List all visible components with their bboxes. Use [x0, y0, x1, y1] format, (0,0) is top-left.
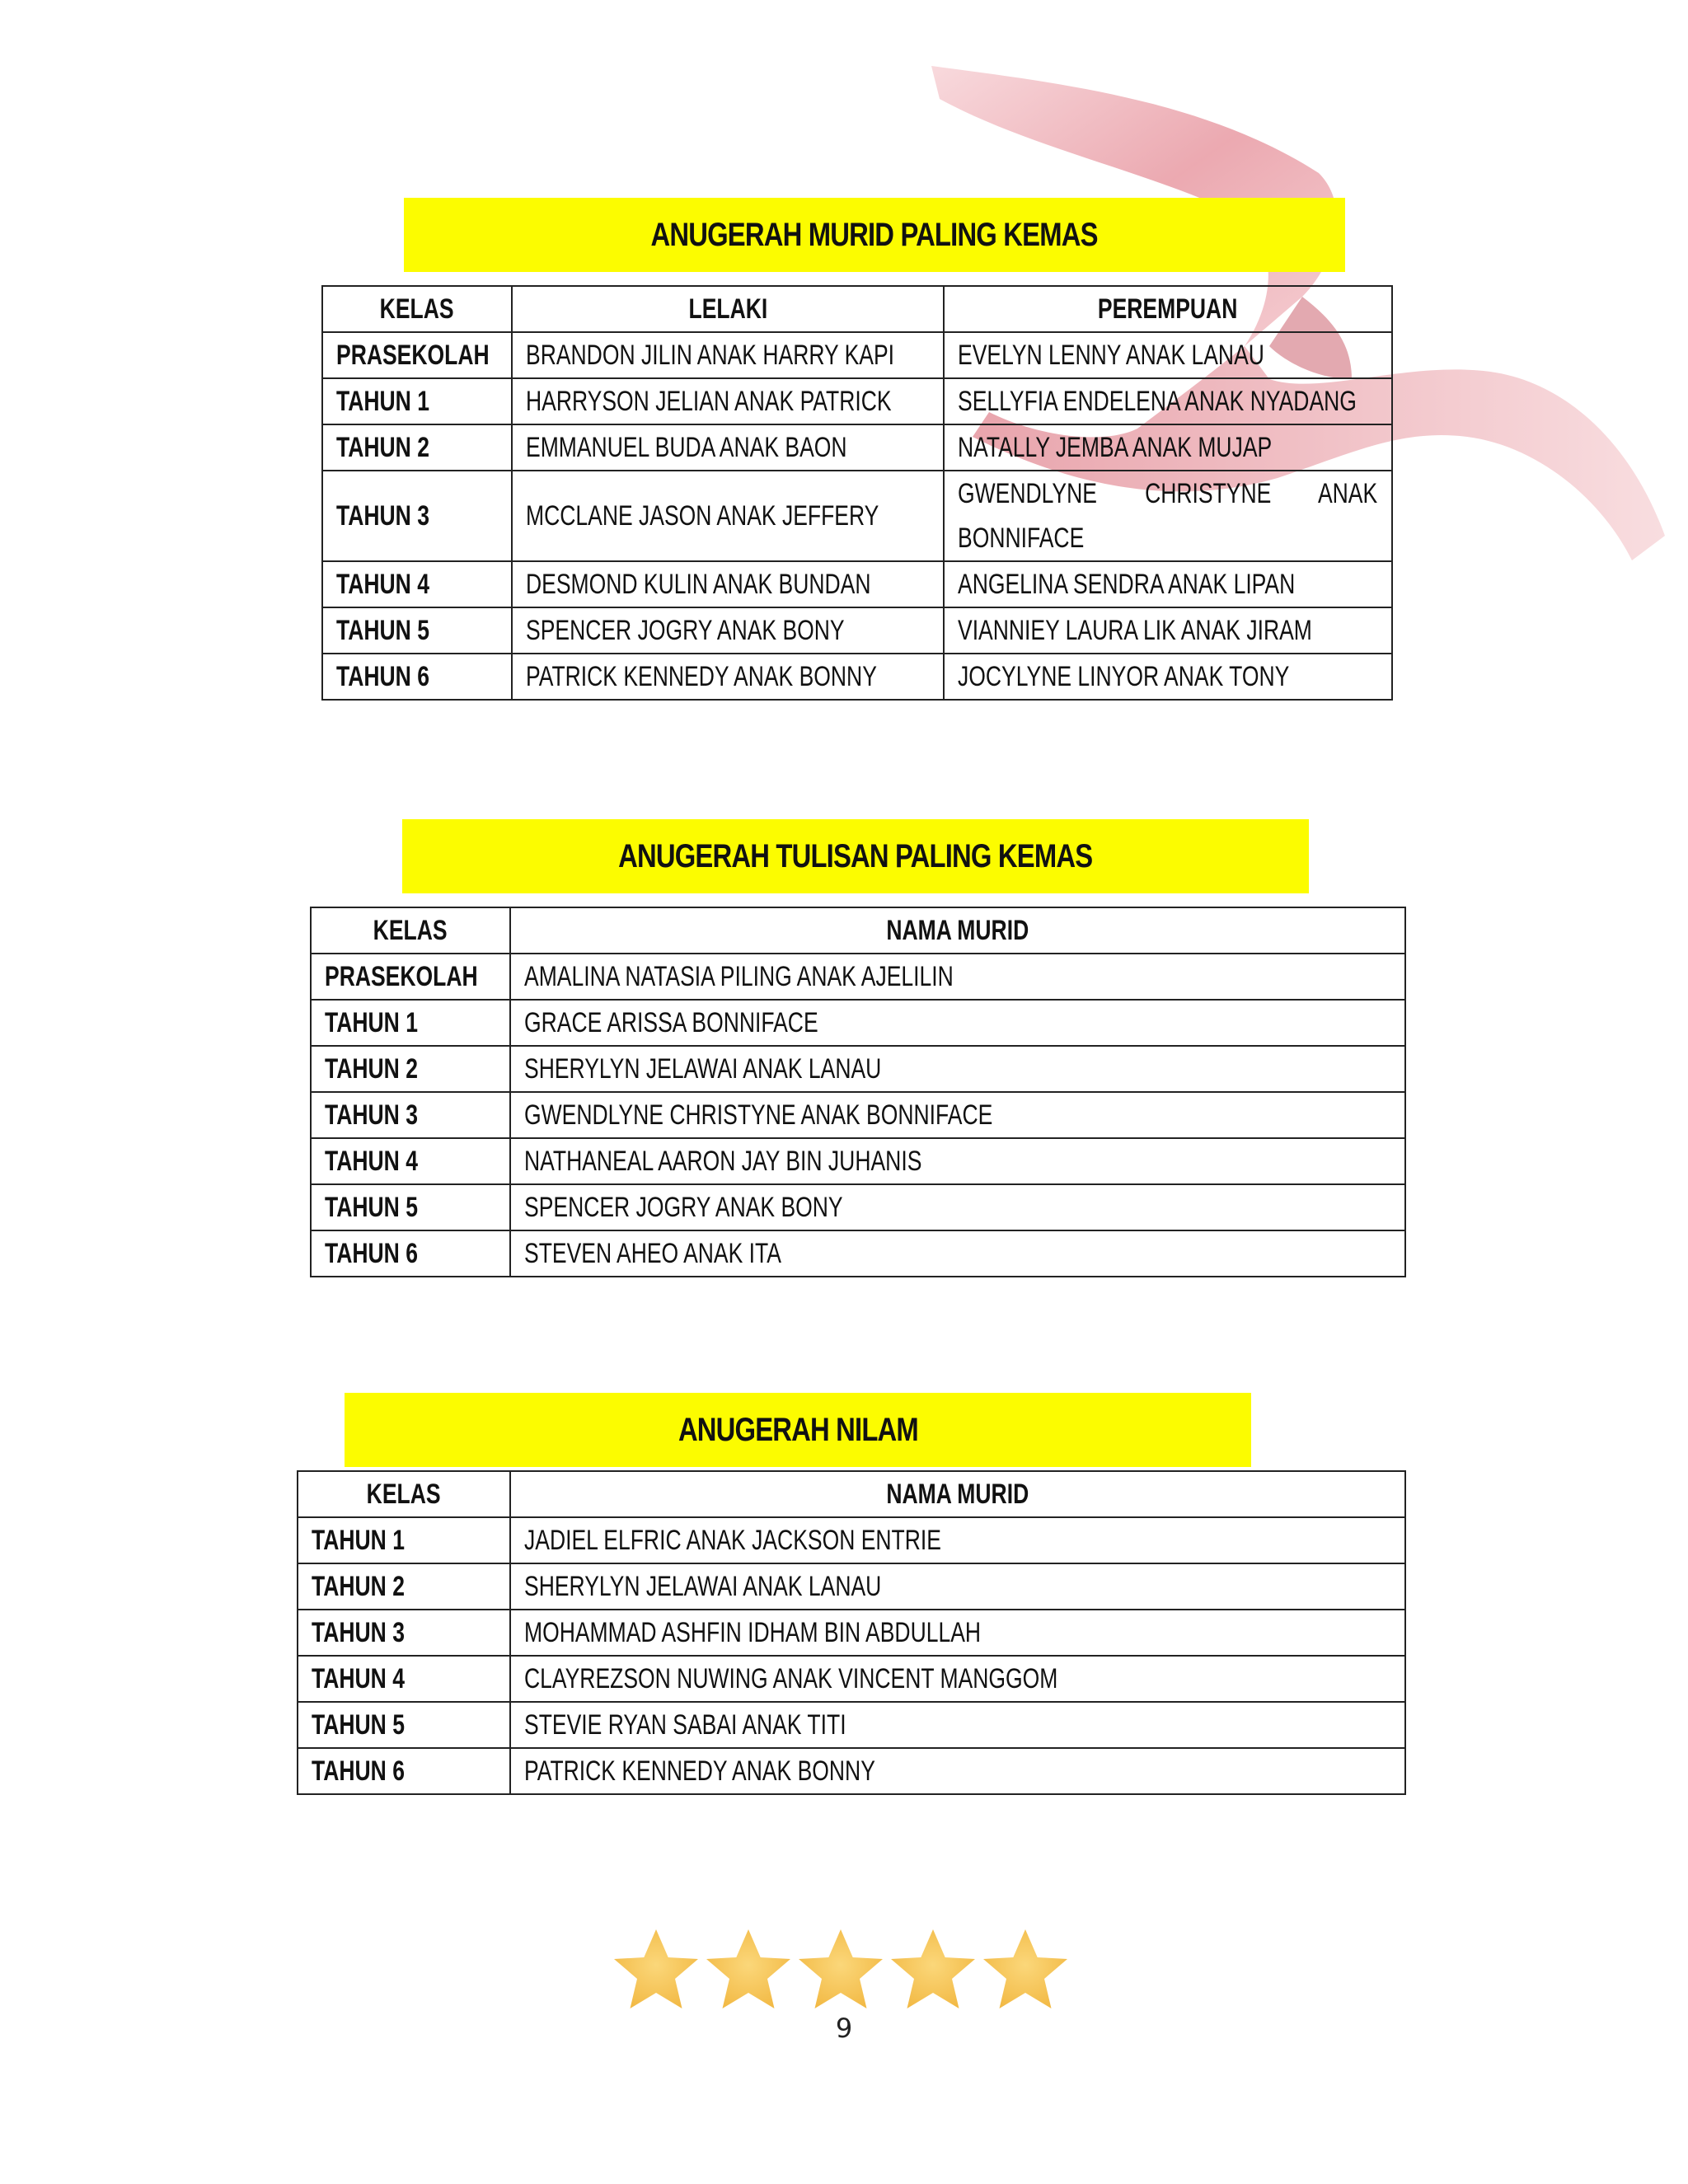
student-name-cell: SHERYLYN JELAWAI ANAK LANAU [510, 1046, 1405, 1092]
award-table-murid-kemas [321, 285, 1393, 701]
table-row [322, 654, 1392, 700]
class-cell: TAHUN 2 [298, 1563, 510, 1610]
star-icon [799, 1929, 883, 2008]
student-name-cell: SELLYFIA ENDELENA ANAK NYADANG [944, 378, 1392, 424]
class-cell: TAHUN 5 [311, 1184, 510, 1230]
star-icon [706, 1929, 790, 2008]
table-row [298, 1610, 1405, 1656]
class-cell: TAHUN 1 [298, 1517, 510, 1563]
table-row [311, 1092, 1405, 1138]
table-row [298, 1656, 1405, 1702]
column-header: NAMA MURID [510, 1471, 1405, 1517]
student-name-cell: SPENCER JOGRY ANAK BONY [510, 1184, 1405, 1230]
student-name-cell: CLAYREZSON NUWING ANAK VINCENT MANGGOM [510, 1656, 1405, 1702]
student-name-cell: HARRYSON JELIAN ANAK PATRICK [512, 378, 944, 424]
student-name-cell: VIANNIEY LAURA LIK ANAK JIRAM [944, 607, 1392, 654]
student-name-cell: PATRICK KENNEDY ANAK BONNY [512, 654, 944, 700]
student-name-cell: AMALINA NATASIA PILING ANAK AJELILIN [510, 954, 1405, 1000]
student-name-cell: EVELYN LENNY ANAK LANAU [944, 332, 1392, 378]
section-title: ANUGERAH MURID PALING KEMAS [650, 216, 1099, 253]
student-name-cell: SHERYLYN JELAWAI ANAK LANAU [510, 1563, 1405, 1610]
student-name-cell: EMMANUEL BUDA ANAK BAON [512, 424, 944, 471]
table-row [298, 1517, 1405, 1563]
column-header: KELAS [298, 1471, 510, 1517]
table-row [322, 424, 1392, 471]
column-header: LELAKI [512, 286, 944, 332]
award-table-nilam [297, 1470, 1406, 1795]
stars-decoration [610, 1924, 1071, 2015]
table-row [322, 471, 1392, 561]
class-cell: TAHUN 1 [311, 1000, 510, 1046]
star-icon [891, 1929, 975, 2008]
class-cell: TAHUN 5 [298, 1702, 510, 1748]
student-name-cell: DESMOND KULIN ANAK BUNDAN [512, 561, 944, 607]
table-row [311, 1138, 1405, 1184]
class-cell: TAHUN 4 [322, 561, 512, 607]
student-name-cell: BRANDON JILIN ANAK HARRY KAPI [512, 332, 944, 378]
column-header: KELAS [311, 907, 510, 954]
class-cell: PRASEKOLAH [322, 332, 512, 378]
class-cell: TAHUN 6 [311, 1230, 510, 1277]
class-cell: TAHUN 3 [311, 1092, 510, 1138]
class-cell: TAHUN 3 [298, 1610, 510, 1656]
student-name-cell: SPENCER JOGRY ANAK BONY [512, 607, 944, 654]
student-name-cell: NATALLY JEMBA ANAK MUJAP [944, 424, 1392, 471]
student-name-cell: GRACE ARISSA BONNIFACE [510, 1000, 1405, 1046]
class-cell: TAHUN 2 [311, 1046, 510, 1092]
page-number: 9 [835, 2013, 853, 2044]
student-name-cell: GWENDLYNE CHRISTYNE ANAK BONNIFACE [510, 1092, 1405, 1138]
student-name-cell: STEVIE RYAN SABAI ANAK TITI [510, 1702, 1405, 1748]
table-row [322, 332, 1392, 378]
table-row [311, 954, 1405, 1000]
student-name-cell: STEVEN AHEO ANAK ITA [510, 1230, 1405, 1277]
table-row [322, 378, 1392, 424]
class-cell: PRASEKOLAH [311, 954, 510, 1000]
column-header: KELAS [322, 286, 512, 332]
class-cell: TAHUN 5 [322, 607, 512, 654]
table-header-row [322, 286, 1392, 332]
class-cell: TAHUN 4 [298, 1656, 510, 1702]
column-header: NAMA MURID [510, 907, 1405, 954]
table-row [311, 1046, 1405, 1092]
class-cell: TAHUN 6 [298, 1748, 510, 1794]
star-icon [983, 1929, 1067, 2008]
table-row [311, 1184, 1405, 1230]
award-table-tulisan-kemas [310, 907, 1406, 1277]
star-icon [614, 1929, 698, 2008]
section-title-banner [404, 198, 1345, 272]
student-name-cell: ANGELINA SENDRA ANAK LIPAN [944, 561, 1392, 607]
student-name-cell: GWENDLYNE CHRISTYNE ANAK BONNIFACE [944, 471, 1392, 561]
class-cell: TAHUN 1 [322, 378, 512, 424]
student-name-cell: NATHANEAL AARON JAY BIN JUHANIS [510, 1138, 1405, 1184]
table-row [322, 561, 1392, 607]
section-title-banner [402, 819, 1309, 893]
student-name-cell: PATRICK KENNEDY ANAK BONNY [510, 1748, 1405, 1794]
table-row [311, 1000, 1405, 1046]
column-header: PEREMPUAN [944, 286, 1392, 332]
class-cell: TAHUN 2 [322, 424, 512, 471]
student-name-cell: JOCYLYNE LINYOR ANAK TONY [944, 654, 1392, 700]
table-header-row [311, 907, 1405, 954]
table-row [322, 607, 1392, 654]
table-row [298, 1702, 1405, 1748]
class-cell: TAHUN 6 [322, 654, 512, 700]
student-name-cell: MOHAMMAD ASHFIN IDHAM BIN ABDULLAH [510, 1610, 1405, 1656]
section-title: ANUGERAH TULISAN PALING KEMAS [618, 837, 1093, 874]
class-cell: TAHUN 4 [311, 1138, 510, 1184]
table-header-row [298, 1471, 1405, 1517]
student-name-cell: JADIEL ELFRIC ANAK JACKSON ENTRIE [510, 1517, 1405, 1563]
table-row [298, 1748, 1405, 1794]
student-name-cell: MCCLANE JASON ANAK JEFFERY [512, 471, 944, 561]
section-title-banner [345, 1393, 1251, 1467]
section-title: ANUGERAH NILAM [678, 1411, 918, 1448]
class-cell: TAHUN 3 [322, 471, 512, 561]
table-row [311, 1230, 1405, 1277]
table-row [298, 1563, 1405, 1610]
